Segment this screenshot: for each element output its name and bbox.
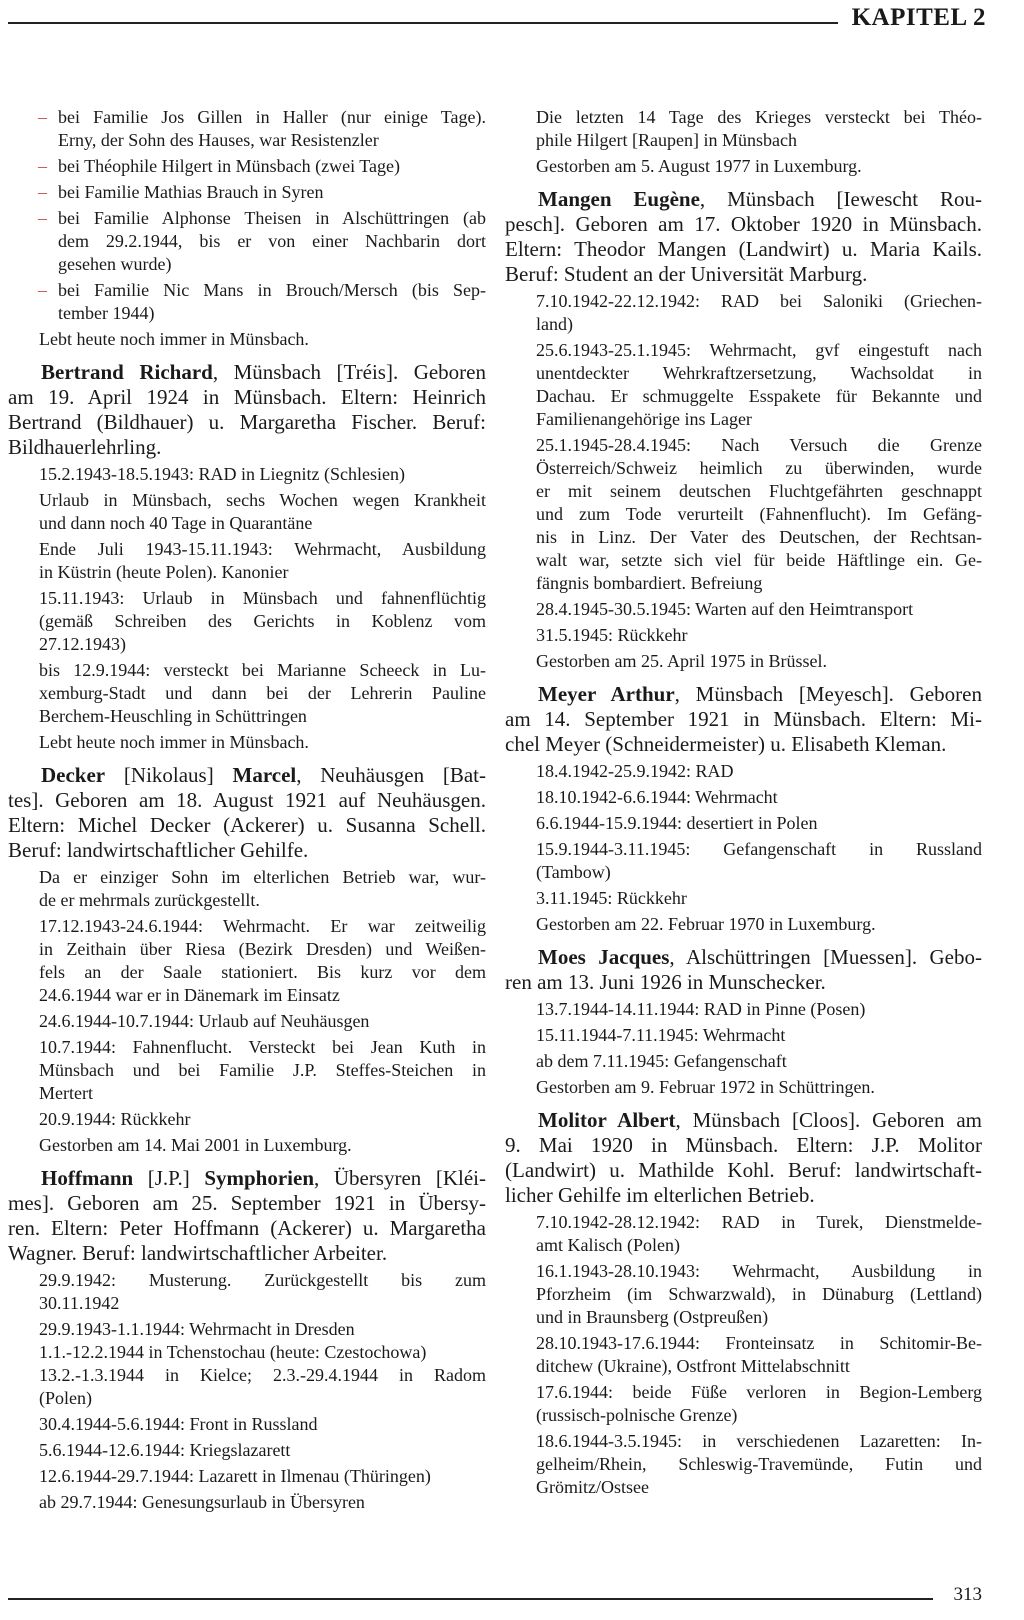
entry-detail (505, 1050, 982, 1073)
text-line: 3.11.1945: Rückkehr (536, 888, 687, 908)
text-line: (russisch-polnische Grenze) (536, 1405, 738, 1425)
heading-text: , Münsbach [Iewescht Rou- (699, 187, 982, 211)
entry-detail (505, 1211, 982, 1257)
text-line: 20.9.1944: Rückkehr (39, 1109, 191, 1129)
text-line: Münsbach und bei Familie J.P. Steffes-Steichen in (39, 1060, 486, 1080)
entry-detail (505, 650, 982, 673)
text-line: 13.2.-1.3.1944 in Kielce; 2.3.-29.4.1944 in Radom (39, 1365, 486, 1385)
dash-bullet-icon: – (38, 156, 47, 176)
entry-detail (505, 760, 982, 783)
entry-heading (8, 763, 486, 863)
hiding-place-list-item (8, 155, 486, 178)
entry-heading (505, 187, 982, 287)
text-line: und zum Tode verurteilt (Fahnenflucht). Im Gefäng- (536, 504, 982, 524)
entry-detail (8, 489, 486, 535)
text-line: 5.6.1944-12.6.1944: Kriegslazarett (39, 1440, 291, 1460)
text-line: Lebt heute noch immer in Münsbach. (39, 329, 309, 349)
text-line: 18.6.1944-3.5.1945: in verschiedenen Lazaretten: In- (536, 1431, 982, 1451)
text-line: Berchem-Heuschling in Schüttringen (39, 706, 307, 726)
text-line: bei Familie Nic Mans in Brouch/Mersch (bis Sep- (58, 280, 486, 300)
text-line: ditchew (Ukraine), Ostfront Mittelabschnitt (536, 1356, 850, 1376)
text-line: Wagner. Beruf: landwirtschaftlicher Arbeiter. (8, 1241, 388, 1265)
text-line: am 19. April 1924 in Münsbach. Eltern: Heinrich (8, 385, 486, 409)
text-line: am 14. September 1921 in Münsbach. Eltern: Mi- (505, 707, 982, 731)
entry-detail (505, 1332, 982, 1378)
dash-bullet-icon: – (38, 280, 47, 300)
entry-detail (8, 1108, 486, 1131)
text-line: 1.1.-12.2.1944 in Tchenstochau (heute: Czestochowa) (39, 1342, 427, 1362)
heading-text: [J.P.] (133, 1166, 205, 1190)
footer-rule (8, 1598, 933, 1600)
text-line: mes]. Geboren am 25. September 1921 in Übersy- (8, 1191, 486, 1215)
text-line: Gestorben am 5. August 1977 in Luxemburg. (536, 156, 862, 176)
entry-detail (8, 731, 486, 754)
person-name: Hoffmann (41, 1166, 134, 1190)
heading-line (8, 360, 486, 385)
text-line: gesehen wurde) (58, 254, 172, 274)
text-line: bei Familie Jos Gillen in Haller (nur einige Tage). (58, 107, 486, 127)
text-line: unentdeckter Wehrkraftzersetzung, Wachsoldat in (536, 363, 982, 383)
person-name: Molitor Albert (538, 1108, 676, 1132)
text-line: Gestorben am 14. Mai 2001 in Luxemburg. (39, 1135, 352, 1155)
text-line: Urlaub in Münsbach, sechs Wochen wegen Krankheit (39, 490, 486, 510)
entry-detail (505, 838, 982, 884)
text-line: bis 12.9.1944: versteckt bei Marianne Scheeck in Lu- (39, 660, 486, 680)
text-line: 7.10.1942-22.12.1942: RAD bei Saloniki (Griechen- (536, 291, 982, 311)
page-number: 313 (953, 1584, 982, 1605)
text-line: ren. Eltern: Peter Hoffmann (Ackerer) u. Margaretha (8, 1216, 486, 1240)
entry-detail (505, 1430, 982, 1499)
entry-detail (8, 1318, 486, 1341)
text-line: walt war, setzte sich viel für beide Häftlinge ein. Ge- (536, 550, 982, 570)
text-line: tes]. Geboren am 18. August 1921 auf Neuhäusgen. (8, 788, 486, 812)
text-line: Da er einziger Sohn im elterlichen Betrieb war, wur- (39, 867, 486, 887)
text-line: bei Familie Mathias Brauch in Syren (58, 182, 324, 202)
text-line: (Polen) (39, 1388, 92, 1408)
heading-line (505, 682, 982, 707)
heading-line (505, 187, 982, 212)
heading-text: , Münsbach [Cloos]. Geboren am (675, 1108, 982, 1132)
text-line: 15.11.1944-7.11.1945: Wehrmacht (536, 1025, 786, 1045)
text-line: 30.11.1942 (39, 1293, 120, 1313)
text-line: Eltern: Michel Decker (Ackerer) u. Susanna Schell. (8, 813, 486, 837)
hiding-place-list-item (8, 106, 486, 152)
text-line: Gestorben am 25. April 1975 in Brüssel. (536, 651, 827, 671)
text-line: tember 1944) (58, 303, 155, 323)
heading-line (505, 1108, 982, 1133)
entry-heading (505, 682, 982, 757)
text-line: ren am 13. Juni 1926 in Munschecker. (505, 970, 826, 994)
text-line: 24.6.1944 war er in Dänemark im Einsatz (39, 985, 340, 1005)
text-line: Österreich/Schweiz heimlich zu überwinden, wurde (536, 458, 982, 478)
text-line: licher Gehilfe im elterlichen Betrieb. (505, 1183, 815, 1207)
text-line: land) (536, 314, 573, 334)
header-rule (8, 22, 838, 24)
text-line: 29.9.1943-1.1.1944: Wehrmacht in Dresden (39, 1319, 355, 1339)
entry-detail (505, 887, 982, 910)
entry-detail (8, 1036, 486, 1105)
text-line: pesch]. Geboren am 17. Oktober 1920 in Münsbach. (505, 212, 982, 236)
text-line: 13.7.1944-14.11.1944: RAD in Pinne (Posen) (536, 999, 866, 1019)
person-name: Moes Jacques (538, 945, 670, 969)
entry-detail (8, 463, 486, 486)
entry-detail (505, 812, 982, 835)
entry-detail (8, 659, 486, 728)
text-line: Familienangehörige ins Lager (536, 409, 752, 429)
text-line: (gemäß Schreiben des Gerichts in Koblenz vom (39, 611, 486, 631)
text-line: de er mehrmals zurückgestellt. (39, 890, 260, 910)
text-line: Grömitz/Ostsee (536, 1477, 649, 1497)
person-name: Meyer Arthur (538, 682, 675, 706)
text-line: 28.4.1945-30.5.1945: Warten auf den Heimtransport (536, 599, 914, 619)
text-line: 18.4.1942-25.9.1942: RAD (536, 761, 734, 781)
text-line: 25.1.1945-28.4.1945: Nach Versuch die Grenze (536, 435, 982, 455)
heading-line (505, 945, 982, 970)
text-line: Ende Juli 1943-15.11.1943: Wehrmacht, Ausbildung (39, 539, 486, 559)
heading-text: [Nikolaus] (105, 763, 233, 787)
text-line: Mertert (39, 1083, 93, 1103)
text-line: 10.7.1944: Fahnenflucht. Versteckt bei Jean Kuth in (39, 1037, 486, 1057)
text-line: Die letzten 14 Tage des Krieges versteckt bei Théo- (536, 107, 982, 127)
text-line: er mit seinem deutschen Fluchtgefährten geschnappt (536, 481, 982, 501)
text-line: in Zeithain über Riesa (Bezirk Dresden) und Weißen- (39, 939, 486, 959)
dash-bullet-icon: – (38, 208, 47, 228)
entry-detail (505, 998, 982, 1021)
text-line: 6.6.1944-15.9.1944: desertiert in Polen (536, 813, 818, 833)
entry-detail (505, 913, 982, 936)
person-name: Marcel (232, 763, 297, 787)
hiding-place-list-item (8, 207, 486, 276)
text-line: 17.6.1944: beide Füße verloren in Begion-Lemberg (536, 1382, 982, 1402)
text-line: 15.9.1944-3.11.1945: Gefangenschaft in Russland (536, 839, 982, 859)
heading-text: , Übersyren [Kléi- (314, 1166, 486, 1190)
text-line: Dachau. Er schmuggelte Esspakete für Bekannte und (536, 386, 982, 406)
entry-detail (505, 1076, 982, 1099)
entry-detail (505, 434, 982, 595)
text-line: amt Kalisch (Polen) (536, 1235, 680, 1255)
text-line: Gestorben am 22. Februar 1970 in Luxemburg. (536, 914, 876, 934)
entry-detail (8, 1010, 486, 1033)
entry-detail (8, 866, 486, 912)
text-line: bei Théophile Hilgert in Münsbach (zwei Tage) (58, 156, 400, 176)
text-line: ab dem 7.11.1945: Gefangenschaft (536, 1051, 787, 1071)
heading-text: , Alschüttringen [Muessen]. Gebo- (669, 945, 982, 969)
entry-detail (8, 1439, 486, 1462)
entry-detail (505, 624, 982, 647)
entry-detail (8, 1134, 486, 1157)
entry-detail (8, 328, 486, 351)
person-name: Decker (41, 763, 106, 787)
text-line: bei Familie Alphonse Theisen in Alschüttringen (ab (58, 208, 486, 228)
text-line: chel Meyer (Schneidermeister) u. Elisabeth Kleman. (505, 732, 947, 756)
text-line: Eltern: Theodor Mangen (Landwirt) u. Maria Kails. (505, 237, 982, 261)
entry-detail (8, 1491, 486, 1514)
heading-line (8, 1166, 486, 1191)
text-line: 18.10.1942-6.6.1944: Wehrmacht (536, 787, 778, 807)
text-line: Bertrand (Bildhauer) u. Margaretha Fischer. Beruf: (8, 410, 486, 434)
text-line: (Landwirt) u. Mathilde Kohl. Beruf: landwirtschaft- (505, 1158, 982, 1182)
text-line: 29.9.1942: Musterung. Zurückgestellt bis zum (39, 1270, 486, 1290)
text-line: und in Braunsberg (Ostpreußen) (536, 1307, 769, 1327)
text-line: Pforzheim (im Schwarzwald), in Dünaburg (Lettland) (536, 1284, 982, 1304)
hiding-place-list-item (8, 279, 486, 325)
entry-detail (8, 1269, 486, 1315)
entry-detail (505, 786, 982, 809)
entry-heading (8, 1166, 486, 1266)
text-line: 15.2.1943-18.5.1943: RAD in Liegnitz (Schlesien) (39, 464, 405, 484)
text-line: 12.6.1944-29.7.1944: Lazarett in Ilmenau (Thüringen) (39, 1466, 431, 1486)
text-line: in Küstrin (heute Polen). Kanonier (39, 562, 289, 582)
text-line: nis in Linz. Der Vater des Deutschen, der Rechtsan- (536, 527, 982, 547)
entry-detail (505, 1260, 982, 1329)
entry-detail (505, 106, 982, 152)
entry-detail (505, 155, 982, 178)
person-name: Symphorien (204, 1166, 315, 1190)
person-name: Mangen Eugène (538, 187, 700, 211)
chapter-heading: KAPITEL 2 (851, 4, 986, 31)
entry-detail (8, 1413, 486, 1436)
heading-text: , Neuhäusgen [Bat- (296, 763, 486, 787)
text-line: Gestorben am 9. Februar 1972 in Schüttringen. (536, 1077, 875, 1097)
text-line: Beruf: landwirtschaftlicher Gehilfe. (8, 838, 309, 862)
text-line: fels an der Saale stationiert. Bis kurz vor dem (39, 962, 486, 982)
text-line: 7.10.1942-28.12.1942: RAD in Turek, Dienstmelde- (536, 1212, 982, 1232)
entry-detail (8, 915, 486, 1007)
text-line: 27.12.1943) (39, 634, 126, 654)
text-line: dem 29.2.1944, bis er von einer Nachbarin dort (58, 231, 486, 251)
hiding-place-list-item (8, 181, 486, 204)
text-line: Beruf: Student an der Universität Marburg. (505, 262, 868, 286)
right-column (505, 103, 982, 1499)
person-name: Bertrand Richard (41, 360, 213, 384)
text-line: 28.10.1943-17.6.1944: Fronteinsatz in Schitomir-Be- (536, 1333, 982, 1353)
entry-detail (8, 1364, 486, 1410)
entry-detail (8, 1341, 486, 1364)
text-line: Lebt heute noch immer in Münsbach. (39, 732, 309, 752)
entry-detail (505, 339, 982, 431)
text-line: 31.5.1945: Rückkehr (536, 625, 688, 645)
text-line: und dann noch 40 Tage in Quarantäne (39, 513, 313, 533)
text-line: 9. Mai 1920 in Münsbach. Eltern: J.P. Molitor (505, 1133, 982, 1157)
text-line: 25.6.1943-25.1.1945: Wehrmacht, gvf eingestuft nach (536, 340, 982, 360)
entry-detail (8, 587, 486, 656)
entry-detail (505, 598, 982, 621)
heading-text: , Münsbach [Meyesch]. Geboren (674, 682, 982, 706)
entry-detail (505, 1381, 982, 1427)
text-line: ab 29.7.1944: Genesungsurlaub in Übersyren (39, 1492, 365, 1512)
entry-heading (505, 1108, 982, 1208)
entry-detail (505, 290, 982, 336)
dash-bullet-icon: – (38, 107, 47, 127)
entry-detail (8, 538, 486, 584)
text-line: Bildhauerlehrling. (8, 435, 162, 459)
text-line: phile Hilgert [Raupen] in Münsbach (536, 130, 797, 150)
text-line: 24.6.1944-10.7.1944: Urlaub auf Neuhäusgen (39, 1011, 370, 1031)
text-line: gelheim/Rhein, Schleswig-Travemünde, Futin und (536, 1454, 982, 1474)
text-line: Erny, der Sohn des Hauses, war Resistenzler (58, 130, 379, 150)
text-line: 15.11.1943: Urlaub in Münsbach und fahnenflüchtig (39, 588, 486, 608)
heading-text: , Münsbach [Tréis]. Geboren (212, 360, 486, 384)
left-column (8, 103, 486, 1514)
heading-line (8, 763, 486, 788)
entry-heading (8, 360, 486, 460)
entry-detail (8, 1465, 486, 1488)
text-line: 17.12.1943-24.6.1944: Wehrmacht. Er war zeitweilig (39, 916, 486, 936)
text-line: xemburg-Stadt und dann bei der Lehrerin Pauline (39, 683, 486, 703)
entry-heading (505, 945, 982, 995)
dash-bullet-icon: – (38, 182, 47, 202)
text-line: fängnis bombardiert. Befreiung (536, 573, 763, 593)
text-line: 16.1.1943-28.10.1943: Wehrmacht, Ausbildung in (536, 1261, 982, 1281)
text-line: 30.4.1944-5.6.1944: Front in Russland (39, 1414, 318, 1434)
text-line: (Tambow) (536, 862, 611, 882)
entry-detail (505, 1024, 982, 1047)
